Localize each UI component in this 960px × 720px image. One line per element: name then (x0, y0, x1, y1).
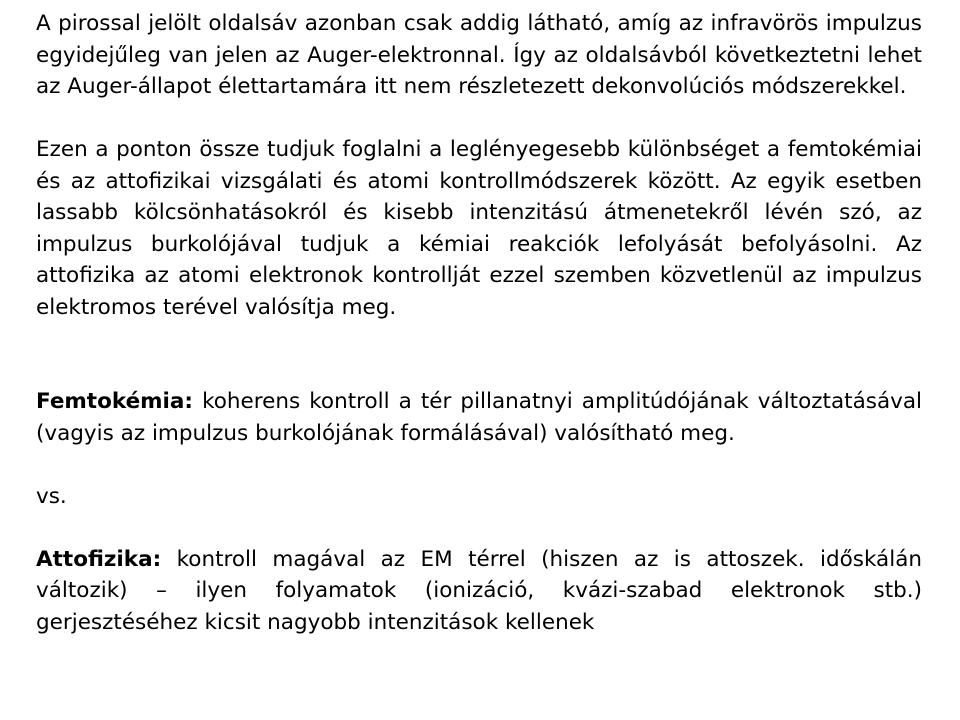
paragraph-spacer (36, 103, 922, 135)
paragraph-spacer (36, 449, 922, 481)
femtochemistry-term: Femtokémia: (36, 389, 194, 414)
paragraph-auger-sideband: A pirossal jelölt oldalsáv azonban csak addig látható, amíg az infravörös impulzus egyidejűleg van jelen az Auger-elektronnal. Így az oldalsávból következtetni lehet az Auger-állapot élettartamára itt nem részletezett dekonvolúciós módszerekkel. (36, 11, 922, 99)
versus-label: vs. (36, 483, 67, 509)
attophysics-text: kontroll magával az EM térrel (hiszen az is attoszek. időskálán változik) – ilyen folyamatok (ionizáció, kvázi-szabad elektronok stb.) gerjesztéséhez kicsit nagyobb intenzitások kellenek (36, 546, 922, 635)
attophysics-term: Attofizika: (36, 546, 162, 572)
paragraph-spacer (36, 323, 922, 386)
paragraph-summary: Ezen a ponton össze tudjuk foglalni a leglényegesebb különbséget a femtokémiai és az attofizikai vizsgálati és atomi kontrollmódszerek között. Az egyik esetben lassabb kölcsönhatásokról és kisebb intenzitású átmenetekről lévén szó, az impulzus burkolójával tudjuk a kémiai reakciók lefolyását befolyásolni. Az attofizika az atomi elektronok kontrollját ezzel szemben közvetlenül az impulzus elektromos terével valósítja meg. (36, 137, 922, 320)
document-body (36, 8, 922, 638)
paragraph-spacer (36, 512, 922, 544)
paragraph-femtochemistry (36, 386, 922, 449)
femtochemistry-text: koherens kontroll a tér pillanatnyi amplitúdójának változtatásával (vagyis az impulzus burkolójának formálásával) valósítható meg. (36, 389, 922, 446)
paragraph-attophysics (36, 544, 922, 639)
